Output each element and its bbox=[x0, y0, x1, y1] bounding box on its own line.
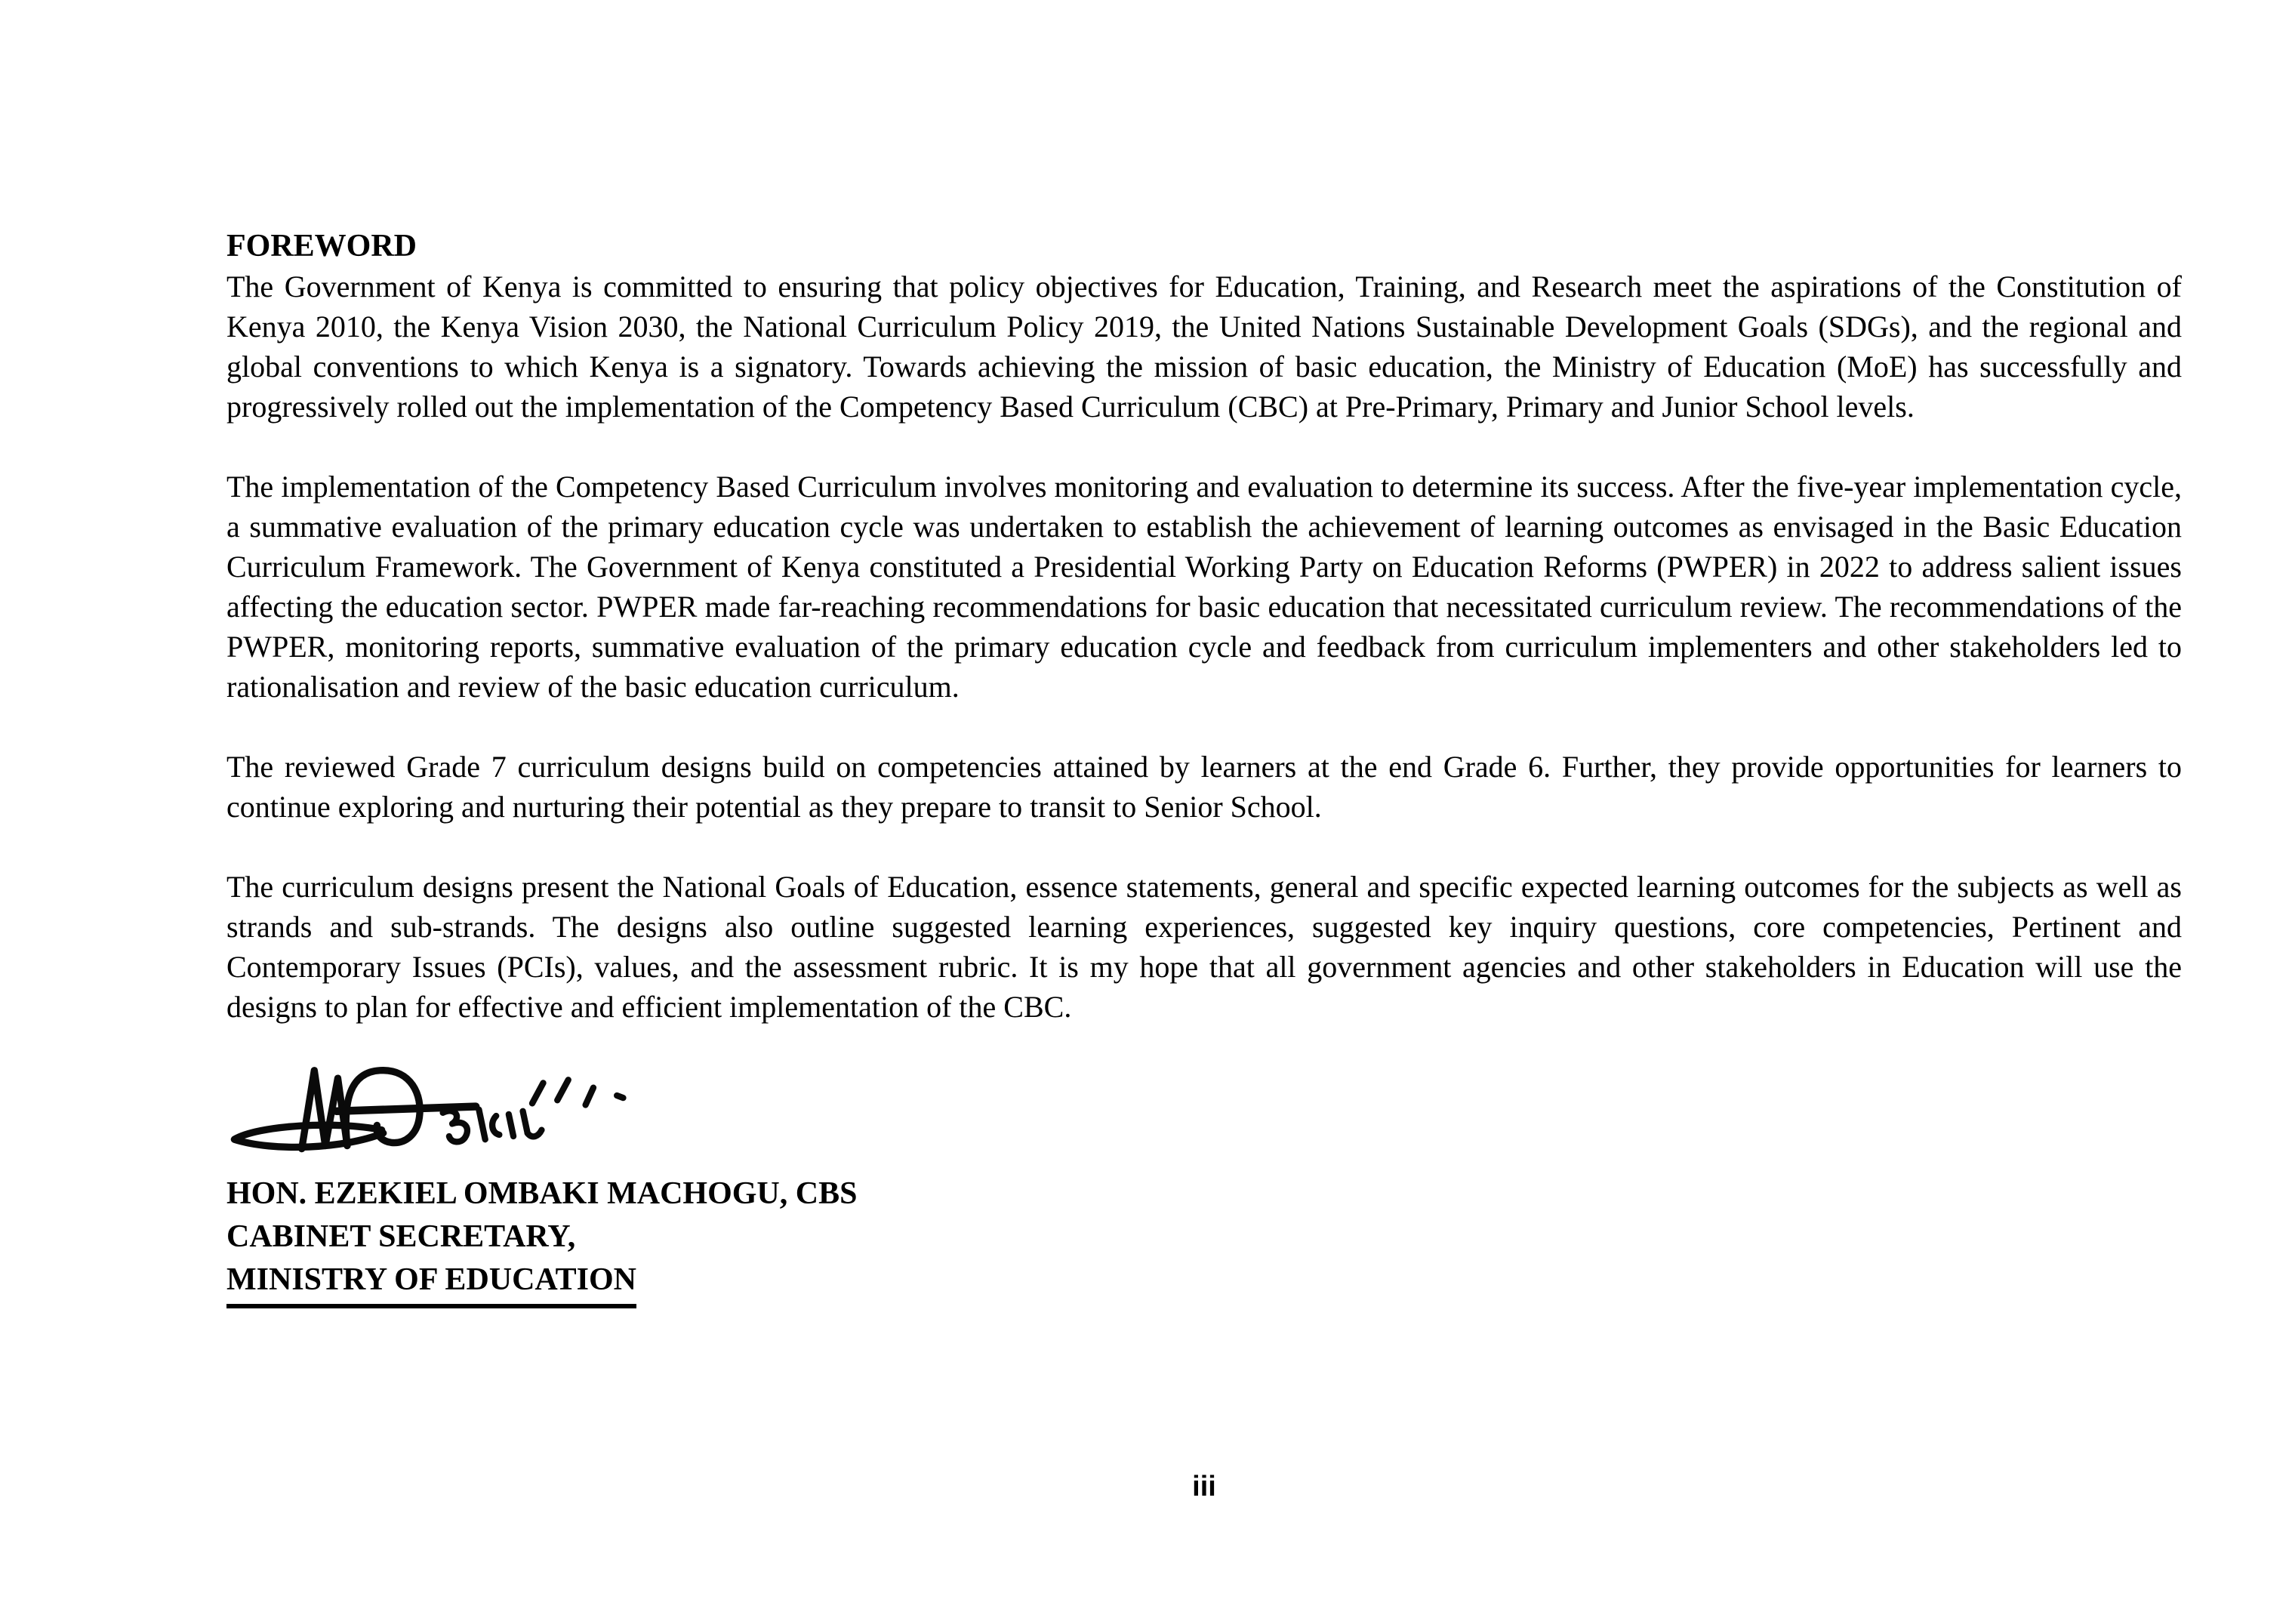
signature-image bbox=[226, 1059, 2182, 1173]
signatory-ministry-label: MINISTRY OF EDUCATION bbox=[226, 1259, 636, 1308]
foreword-paragraph-3: The reviewed Grade 7 curriculum designs build on competencies attained by learners at the end Grade 6. Further, they provide opportunities for learners to continue exploring and nurturing their potential as they prepare to transit to Senior School. bbox=[226, 750, 2182, 824]
foreword-paragraph-2: The implementation of the Competency Based Curriculum involves monitoring and evaluation to determine its success. After the five-year implementation cycle, a summative evaluation of the primary education cycle was undertaken to establish the achievement of learning outcomes as envisaged in the Basic Education Curriculum Framework. The Government of Kenya constituted a Presidential Working Party on Education Reforms (PWPER) in 2022 to address salient issues affecting the education sector. PWPER made far-reaching recommendations for basic education that necessitated curriculum review. The recommendations of the PWPER, monitoring reports, summative evaluation of the primary education cycle and feedback from curriculum implementers and other stakeholders led to rationalisation and review of the basic education curriculum. bbox=[226, 470, 2182, 704]
signatory-title: CABINET SECRETARY, bbox=[226, 1219, 576, 1254]
signatory-ministry bbox=[226, 1259, 2182, 1308]
foreword-paragraph-1: The Government of Kenya is committed to ensuring that policy objectives for Education, Training, and Research meet the aspirations of the Constitution of Kenya 2010, the Kenya Vision 2030, the National Curriculum Policy 2019, the United Nations Sustainable Development Goals (SDGs), and the regional and global conventions to which Kenya is a signatory. Towards achieving the mission of basic education, the Ministry of Education (MoE) has successfully and progressively rolled out the implementation of the Competency Based Curriculum (CBC) at Pre-Primary, Primary and Junior School levels. bbox=[226, 270, 2182, 424]
signatory-name: HON. EZEKIEL OMBAKI MACHOGU, CBS bbox=[226, 1176, 858, 1211]
foreword-paragraph-4: The curriculum designs present the National Goals of Education, essence statements, general and specific expected learning outcomes for the subjects as well as strands and sub-strands. The designs also outline suggested learning experiences, suggested key inquiry questions, core competencies, Pertinent and Contemporary Issues (PCIs), values, and the assessment rubric. It is my hope that all government agencies and other stakeholders in Education will use the designs to plan for effective and efficient implementation of the CBC. bbox=[226, 870, 2182, 1024]
foreword-section bbox=[226, 226, 2182, 1308]
page-number: iii bbox=[1192, 1471, 1216, 1502]
page-title: FOREWORD bbox=[226, 229, 417, 263]
